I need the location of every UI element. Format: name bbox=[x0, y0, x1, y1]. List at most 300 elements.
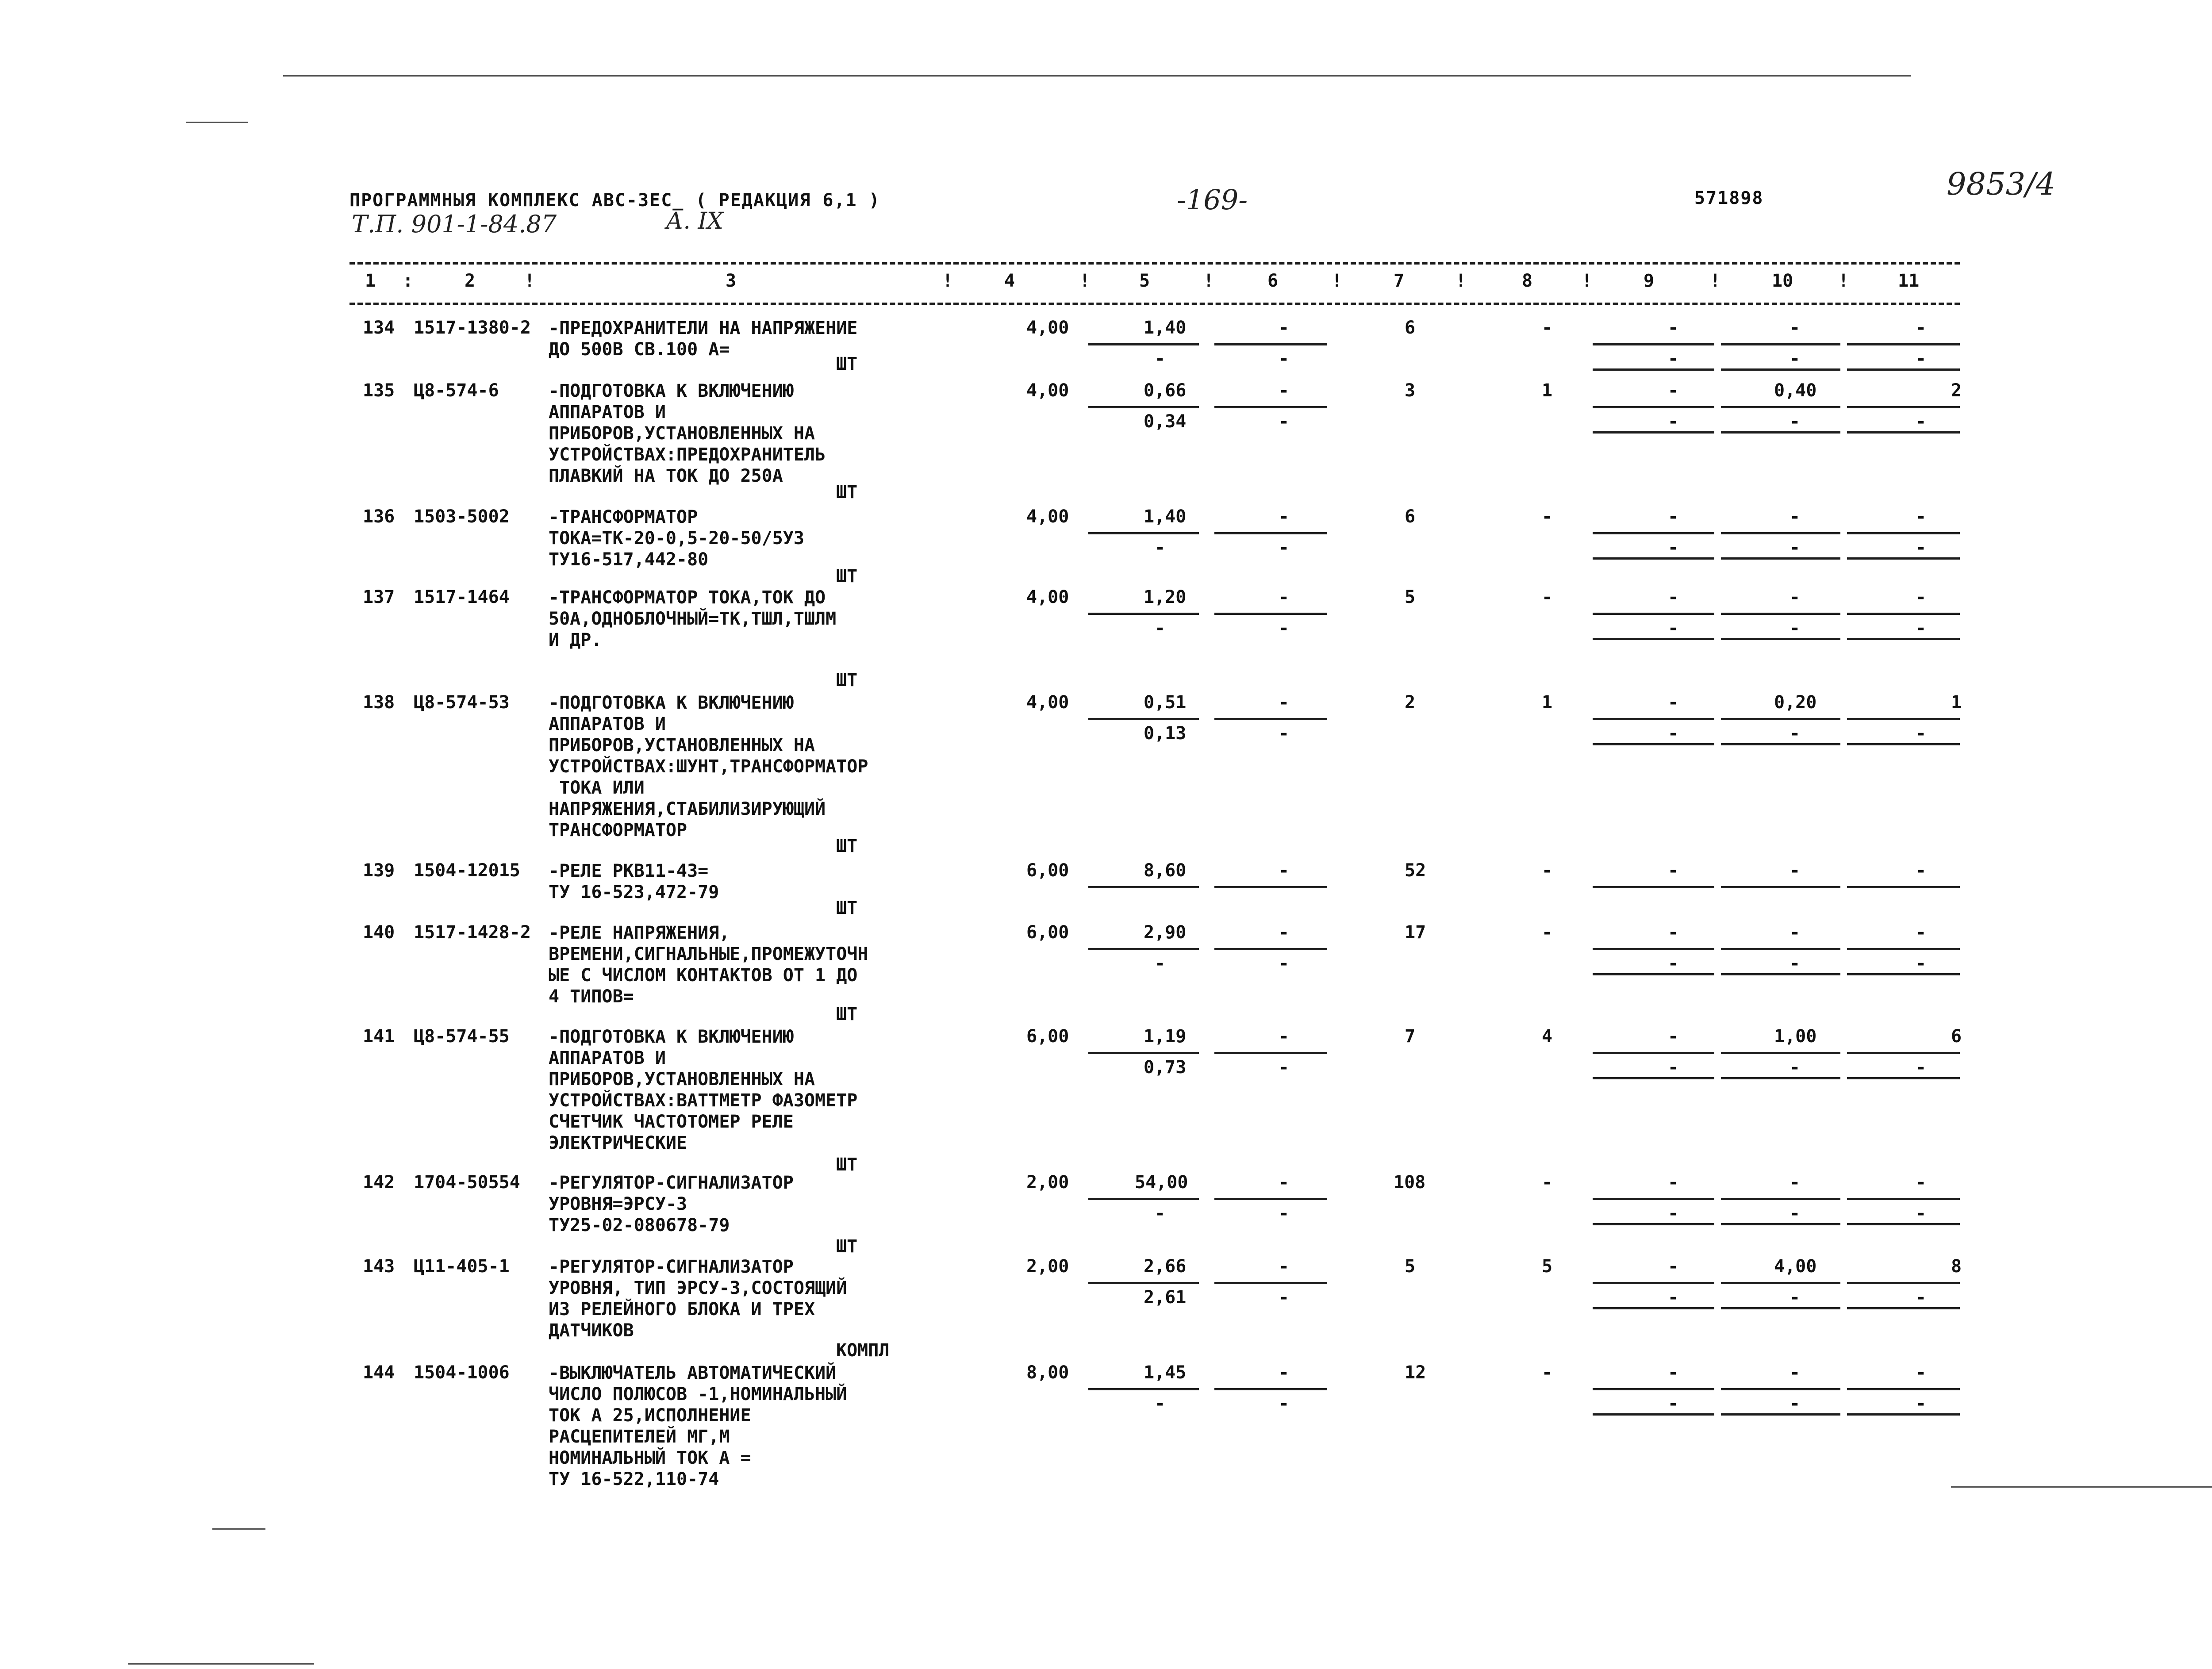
col6-rule bbox=[1214, 948, 1327, 950]
handwritten-sheet-ref: 9853/4 bbox=[1947, 166, 2056, 202]
value-col9: - bbox=[1668, 318, 1679, 338]
value-col10-lower: - bbox=[1790, 349, 1801, 369]
value-col6-lower: - bbox=[1279, 349, 1290, 369]
col11-rule bbox=[1847, 948, 1960, 950]
value-col10: 0,40 bbox=[1774, 380, 1817, 401]
col10-rule-lower bbox=[1721, 973, 1840, 975]
col-sep: ! bbox=[1838, 271, 1849, 291]
value-col6-lower: - bbox=[1279, 1057, 1290, 1078]
value-col6: - bbox=[1279, 922, 1290, 943]
value-col6: - bbox=[1279, 587, 1290, 607]
col11-rule bbox=[1847, 343, 1960, 345]
col9-rule-lower bbox=[1593, 1413, 1714, 1416]
col10-rule bbox=[1721, 613, 1840, 615]
value-col7: 52 bbox=[1405, 860, 1426, 881]
value-col7: 7 bbox=[1405, 1026, 1416, 1047]
value-col5-lower: 2,61 bbox=[1144, 1287, 1187, 1308]
col9-rule bbox=[1593, 1052, 1714, 1054]
col-header-11: 11 bbox=[1898, 271, 1920, 291]
col11-rule bbox=[1847, 1052, 1960, 1054]
value-col9-lower: - bbox=[1668, 618, 1679, 638]
value-col6: - bbox=[1279, 506, 1290, 527]
col9-rule bbox=[1593, 613, 1714, 615]
value-col6: - bbox=[1279, 860, 1290, 881]
col11-rule-lower bbox=[1847, 1223, 1960, 1225]
value-col5-lower: 0,34 bbox=[1144, 411, 1187, 432]
value-col10: 1,00 bbox=[1774, 1026, 1817, 1047]
value-col8: - bbox=[1542, 1362, 1553, 1383]
unit-of-measure: ШТ bbox=[836, 670, 858, 691]
value-col8: 4 bbox=[1542, 1026, 1553, 1047]
row-number: 134 bbox=[363, 318, 395, 338]
value-col5: 1,20 bbox=[1144, 587, 1187, 607]
col9-rule bbox=[1593, 343, 1714, 345]
value-col9-lower: - bbox=[1668, 537, 1679, 558]
col-header-8: 8 bbox=[1522, 271, 1533, 291]
value-col6-lower: - bbox=[1279, 537, 1290, 558]
value-col5-lower: 0,13 bbox=[1144, 723, 1187, 744]
unit-of-measure: ШТ bbox=[836, 1155, 858, 1175]
col-sep: : bbox=[403, 271, 414, 291]
col6-rule bbox=[1214, 1388, 1327, 1390]
col11-rule-lower bbox=[1847, 557, 1960, 560]
col6-rule bbox=[1214, 1052, 1327, 1054]
quantity-col4: 4,00 bbox=[1026, 506, 1069, 527]
col10-rule bbox=[1721, 406, 1840, 408]
row-number: 140 bbox=[363, 922, 395, 943]
document-number: 571898 bbox=[1694, 188, 1764, 208]
unit-of-measure: ШТ bbox=[836, 566, 858, 587]
value-col10-lower: - bbox=[1790, 1287, 1801, 1308]
col5-rule bbox=[1088, 1388, 1199, 1390]
col9-rule bbox=[1593, 532, 1714, 534]
col9-rule-lower bbox=[1593, 743, 1714, 745]
value-col8: - bbox=[1542, 860, 1553, 881]
value-col10: 4,00 bbox=[1774, 1256, 1817, 1277]
row-number: 142 bbox=[363, 1172, 395, 1193]
value-col9: - bbox=[1668, 380, 1679, 401]
value-col10-lower: - bbox=[1790, 723, 1801, 744]
col5-rule bbox=[1088, 1052, 1199, 1054]
col6-rule bbox=[1214, 886, 1327, 888]
col11-rule-lower bbox=[1847, 743, 1960, 745]
value-col7: 5 bbox=[1405, 587, 1416, 607]
unit-of-measure: КОМПЛ bbox=[836, 1340, 890, 1361]
value-col6-lower: - bbox=[1279, 953, 1290, 974]
table-header-rule-top bbox=[349, 262, 1960, 265]
col11-rule bbox=[1847, 886, 1960, 888]
item-code: 1704-50554 bbox=[414, 1172, 520, 1193]
row-number: 138 bbox=[363, 692, 395, 713]
col6-rule bbox=[1214, 532, 1327, 534]
value-col11-lower: - bbox=[1916, 1287, 1927, 1308]
col10-rule bbox=[1721, 718, 1840, 720]
value-col6-lower: - bbox=[1279, 1203, 1290, 1224]
value-col5: 1,19 bbox=[1144, 1026, 1187, 1047]
value-col10-lower: - bbox=[1790, 953, 1801, 974]
item-code: Ц8-574-6 bbox=[414, 380, 499, 401]
col5-rule bbox=[1088, 532, 1199, 534]
col5-rule bbox=[1088, 613, 1199, 615]
item-code: 1503-5002 bbox=[414, 506, 510, 527]
item-name: -ПОДГОТОВКА К ВКЛЮЧЕНИЮ АППАРАТОВ И ПРИБОРОВ,УСТАНОВЛЕННЫХ НА УСТРОЙСТВАХ:ПРЕДОХРАНИТЕЛЬ ПЛАВКИЙ НА ТОК ДО 250А bbox=[549, 381, 826, 486]
col5-rule bbox=[1088, 343, 1199, 345]
value-col7: 3 bbox=[1405, 380, 1416, 401]
col10-rule bbox=[1721, 1052, 1840, 1054]
unit-of-measure: ШТ bbox=[836, 354, 858, 374]
value-col10-lower: - bbox=[1790, 618, 1801, 638]
quantity-col4: 4,00 bbox=[1026, 380, 1069, 401]
right-margin-mark bbox=[1951, 1486, 2212, 1488]
value-col11-lower: - bbox=[1916, 537, 1927, 558]
item-name: -РЕГУЛЯТОР-СИГНАЛИЗАТОР УРОВНЯ=ЭРСУ-3 ТУ25-02-080678-79 bbox=[549, 1173, 794, 1235]
value-col11-lower: - bbox=[1916, 723, 1927, 744]
value-col5-lower: - bbox=[1155, 953, 1166, 974]
row-number: 135 bbox=[363, 380, 395, 401]
col11-rule-lower bbox=[1847, 431, 1960, 434]
value-col9: - bbox=[1668, 692, 1679, 713]
col11-rule bbox=[1847, 406, 1960, 408]
col10-rule bbox=[1721, 343, 1840, 345]
value-col9-lower: - bbox=[1668, 1203, 1679, 1224]
value-col10: - bbox=[1790, 1362, 1801, 1383]
col10-rule-lower bbox=[1721, 1413, 1840, 1416]
unit-of-measure: ШТ bbox=[836, 1004, 858, 1024]
quantity-col4: 2,00 bbox=[1026, 1256, 1069, 1277]
col10-rule-lower bbox=[1721, 1077, 1840, 1079]
value-col6-lower: - bbox=[1279, 618, 1290, 638]
row-number: 141 bbox=[363, 1026, 395, 1047]
value-col11-lower: - bbox=[1916, 1057, 1927, 1078]
row-number: 143 bbox=[363, 1256, 395, 1277]
col-header-10: 10 bbox=[1772, 271, 1793, 291]
item-code: 1504-12015 bbox=[414, 860, 520, 881]
value-col9-lower: - bbox=[1668, 411, 1679, 432]
value-col5: 0,51 bbox=[1144, 692, 1187, 713]
value-col11: - bbox=[1916, 587, 1927, 607]
col10-rule-lower bbox=[1721, 431, 1840, 434]
value-col9-lower: - bbox=[1668, 1393, 1679, 1414]
value-col5-lower: 0,73 bbox=[1144, 1057, 1187, 1078]
col-sep: ! bbox=[1455, 271, 1467, 291]
value-col5: 8,60 bbox=[1144, 860, 1187, 881]
col-header-4: 4 bbox=[1004, 271, 1015, 291]
value-col5: 2,90 bbox=[1144, 922, 1187, 943]
value-col5: 0,66 bbox=[1144, 380, 1187, 401]
value-col7: 12 bbox=[1405, 1362, 1426, 1383]
col-sep: ! bbox=[942, 271, 953, 291]
value-col10: - bbox=[1790, 860, 1801, 881]
item-name: -РЕГУЛЯТОР-СИГНАЛИЗАТОР УРОВНЯ, ТИП ЭРСУ-3,СОСТОЯЩИЙ ИЗ РЕЛЕЙНОГО БЛОКА И ТРЕХ ДАТЧИКОВ bbox=[549, 1257, 847, 1341]
item-code: 1517-1428-2 bbox=[414, 922, 531, 943]
col-header-1: 1 bbox=[365, 271, 376, 291]
value-col6: - bbox=[1279, 380, 1290, 401]
item-name: -РЕЛЕ РКВ11-43= ТУ 16-523,472-79 bbox=[549, 861, 719, 902]
col9-rule-lower bbox=[1593, 1307, 1714, 1309]
col9-rule bbox=[1593, 886, 1714, 888]
value-col7: 2 bbox=[1405, 692, 1416, 713]
row-number: 137 bbox=[363, 587, 395, 607]
value-col7: 108 bbox=[1394, 1172, 1426, 1193]
value-col5: 1,45 bbox=[1144, 1362, 1187, 1383]
unit-of-measure: ШТ bbox=[836, 1236, 858, 1257]
value-col9-lower: - bbox=[1668, 349, 1679, 369]
item-code: Ц11-405-1 bbox=[414, 1256, 510, 1277]
top-rule bbox=[283, 75, 1911, 77]
col10-rule-lower bbox=[1721, 638, 1840, 640]
col9-rule-lower bbox=[1593, 368, 1714, 371]
value-col11: 6 bbox=[1951, 1026, 1962, 1047]
value-col10: - bbox=[1790, 1172, 1801, 1193]
item-code: 1504-1006 bbox=[414, 1362, 510, 1383]
value-col6: - bbox=[1279, 1026, 1290, 1047]
col-sep: ! bbox=[1079, 271, 1091, 291]
handwritten-album: А. IX bbox=[666, 208, 723, 234]
row-number: 136 bbox=[363, 506, 395, 527]
value-col11: - bbox=[1916, 1172, 1927, 1193]
value-col8: 5 bbox=[1542, 1256, 1553, 1277]
item-name: -ТРАНСФОРМАТОР ТОКА,ТОК ДО 50А,ОДНОБЛОЧНЫЙ=ТК,ТШЛ,ТШЛМ И ДР. bbox=[549, 587, 837, 650]
value-col11-lower: - bbox=[1916, 1393, 1927, 1414]
col9-rule bbox=[1593, 948, 1714, 950]
col9-rule-lower bbox=[1593, 1223, 1714, 1225]
col11-rule bbox=[1847, 1198, 1960, 1200]
item-name: -ПОДГОТОВКА К ВКЛЮЧЕНИЮ АППАРАТОВ И ПРИБОРОВ,УСТАНОВЛЕННЫХ НА УСТРОЙСТВАХ:ШУНТ,ТРАНСФОРМАТОР ТОКА ИЛИ НАПРЯЖЕНИЯ,СТАБИЛИЗИРУЮЩИЙ ТРАНСФОРМАТОР bbox=[549, 693, 868, 840]
value-col11-lower: - bbox=[1916, 349, 1927, 369]
col9-rule bbox=[1593, 1198, 1714, 1200]
col5-rule bbox=[1088, 718, 1199, 720]
row-number: 144 bbox=[363, 1362, 395, 1383]
col-sep: ! bbox=[1582, 271, 1593, 291]
value-col10-lower: - bbox=[1790, 1057, 1801, 1078]
col11-rule-lower bbox=[1847, 1413, 1960, 1416]
col11-rule bbox=[1847, 532, 1960, 534]
value-col5-lower: - bbox=[1155, 1393, 1166, 1414]
value-col9-lower: - bbox=[1668, 1057, 1679, 1078]
value-col5: 1,40 bbox=[1144, 318, 1187, 338]
value-col11-lower: - bbox=[1916, 1203, 1927, 1224]
value-col10-lower: - bbox=[1790, 1393, 1801, 1414]
item-name: -ТРАНСФОРМАТОР ТОКА=ТК-20-0,5-20-50/5У3 ТУ16-517,442-80 bbox=[549, 507, 804, 570]
bottom-margin-mark-left bbox=[212, 1528, 265, 1530]
value-col5-lower: - bbox=[1155, 349, 1166, 369]
value-col6-lower: - bbox=[1279, 723, 1290, 744]
col9-rule-lower bbox=[1593, 973, 1714, 975]
col11-rule-lower bbox=[1847, 368, 1960, 371]
col9-rule bbox=[1593, 718, 1714, 720]
item-code: Ц8-574-55 bbox=[414, 1026, 510, 1047]
col10-rule bbox=[1721, 1388, 1840, 1390]
item-code: 1517-1380-2 bbox=[414, 318, 531, 338]
quantity-col4: 2,00 bbox=[1026, 1172, 1069, 1193]
handwritten-project-code: Т.П. 901-1-84.87 bbox=[352, 210, 557, 238]
col5-rule bbox=[1088, 886, 1199, 888]
value-col5: 2,66 bbox=[1144, 1256, 1187, 1277]
value-col11: 2 bbox=[1951, 380, 1962, 401]
value-col6: - bbox=[1279, 1256, 1290, 1277]
value-col9: - bbox=[1668, 922, 1679, 943]
quantity-col4: 6,00 bbox=[1026, 860, 1069, 881]
value-col7: 17 bbox=[1405, 922, 1426, 943]
value-col9: - bbox=[1668, 1026, 1679, 1047]
item-name: -ПОДГОТОВКА К ВКЛЮЧЕНИЮ АППАРАТОВ И ПРИБОРОВ,УСТАНОВЛЕННЫХ НА УСТРОЙСТВАХ:ВАТТМЕТР ФАЗОМЕТР СЧЕТЧИК ЧАСТОТОМЕР РЕЛЕ ЭЛЕКТРИЧЕСКИЕ bbox=[549, 1027, 858, 1153]
col-header-2: 2 bbox=[465, 271, 476, 291]
value-col9: - bbox=[1668, 1256, 1679, 1277]
table-header-rule-bottom bbox=[349, 303, 1960, 305]
col9-rule bbox=[1593, 406, 1714, 408]
value-col6: - bbox=[1279, 318, 1290, 338]
value-col11: - bbox=[1916, 1362, 1927, 1383]
item-name: -ПРЕДОХРАНИТЕЛИ НА НАПРЯЖЕНИЕ ДО 500В СВ.100 А= bbox=[549, 318, 858, 360]
col10-rule bbox=[1721, 532, 1840, 534]
col11-rule-lower bbox=[1847, 638, 1960, 640]
col6-rule bbox=[1214, 613, 1327, 615]
row-number: 139 bbox=[363, 860, 395, 881]
col6-rule bbox=[1214, 406, 1327, 408]
value-col10-lower: - bbox=[1790, 1203, 1801, 1224]
col-sep: ! bbox=[524, 271, 535, 291]
col11-rule bbox=[1847, 1388, 1960, 1390]
item-code: Ц8-574-53 bbox=[414, 692, 510, 713]
col11-rule bbox=[1847, 718, 1960, 720]
quantity-col4: 4,00 bbox=[1026, 692, 1069, 713]
program-title: ПРОГРАММНЫЯ КОМПЛЕКС АВС-3ЕС_ ( РЕДАКЦИЯ 6,1 ) bbox=[349, 190, 880, 211]
page-number: -169- bbox=[1177, 184, 1248, 216]
item-name: -РЕЛЕ НАПРЯЖЕНИЯ, ВРЕМЕНИ,СИГНАЛЬНЫЕ,ПРОМЕЖУТОЧН ЫЕ С ЧИСЛОМ КОНТАКТОВ ОТ 1 ДО 4 ТИПОВ= bbox=[549, 923, 868, 1007]
left-margin-mark bbox=[186, 122, 248, 123]
value-col11: - bbox=[1916, 922, 1927, 943]
col9-rule-lower bbox=[1593, 638, 1714, 640]
col-sep: ! bbox=[1203, 271, 1214, 291]
unit-of-measure: ШТ bbox=[836, 898, 858, 918]
col-sep: ! bbox=[1332, 271, 1343, 291]
value-col5-lower: - bbox=[1155, 1203, 1166, 1224]
col11-rule bbox=[1847, 1282, 1960, 1284]
quantity-col4: 4,00 bbox=[1026, 587, 1069, 607]
col5-rule bbox=[1088, 948, 1199, 950]
value-col6-lower: - bbox=[1279, 1393, 1290, 1414]
value-col8: 1 bbox=[1542, 692, 1553, 713]
value-col6: - bbox=[1279, 1172, 1290, 1193]
unit-of-measure: ШТ bbox=[836, 482, 858, 503]
col11-rule-lower bbox=[1847, 973, 1960, 975]
value-col10-lower: - bbox=[1790, 537, 1801, 558]
value-col8: - bbox=[1542, 587, 1553, 607]
value-col10: - bbox=[1790, 506, 1801, 527]
value-col8: - bbox=[1542, 318, 1553, 338]
value-col9-lower: - bbox=[1668, 1287, 1679, 1308]
value-col11-lower: - bbox=[1916, 618, 1927, 638]
value-col9: - bbox=[1668, 587, 1679, 607]
value-col10: 0,20 bbox=[1774, 692, 1817, 713]
value-col11: - bbox=[1916, 318, 1927, 338]
value-col10: - bbox=[1790, 318, 1801, 338]
col10-rule bbox=[1721, 886, 1840, 888]
col10-rule-lower bbox=[1721, 1223, 1840, 1225]
value-col9-lower: - bbox=[1668, 953, 1679, 974]
value-col11: - bbox=[1916, 506, 1927, 527]
col9-rule-lower bbox=[1593, 557, 1714, 560]
col-header-6: 6 bbox=[1267, 271, 1279, 291]
value-col7: 5 bbox=[1405, 1256, 1416, 1277]
col10-rule bbox=[1721, 1282, 1840, 1284]
quantity-col4: 6,00 bbox=[1026, 922, 1069, 943]
col9-rule-lower bbox=[1593, 431, 1714, 434]
value-col8: - bbox=[1542, 506, 1553, 527]
value-col9: - bbox=[1668, 1172, 1679, 1193]
col11-rule-lower bbox=[1847, 1077, 1960, 1079]
quantity-col4: 8,00 bbox=[1026, 1362, 1069, 1383]
col10-rule-lower bbox=[1721, 1307, 1840, 1309]
value-col9-lower: - bbox=[1668, 723, 1679, 744]
value-col7: 6 bbox=[1405, 506, 1416, 527]
value-col9: - bbox=[1668, 860, 1679, 881]
col11-rule bbox=[1847, 613, 1960, 615]
col-header-3: 3 bbox=[726, 271, 737, 291]
col10-rule-lower bbox=[1721, 368, 1840, 371]
quantity-col4: 6,00 bbox=[1026, 1026, 1069, 1047]
value-col10-lower: - bbox=[1790, 411, 1801, 432]
col10-rule bbox=[1721, 948, 1840, 950]
value-col10: - bbox=[1790, 922, 1801, 943]
col-sep: ! bbox=[1710, 271, 1721, 291]
value-col5-lower: - bbox=[1155, 618, 1166, 638]
item-name: -ВЫКЛЮЧАТЕЛЬ АВТОМАТИЧЕСКИЙ ЧИСЛО ПОЛЮСОВ -1,НОМИНАЛЬНЫЙ ТОК А 25,ИСПОЛНЕНИЕ РАСЦЕПИТЕЛЕЙ МГ,М НОМИНАЛЬНЫЙ ТОК А = ТУ 16-522,110-74 bbox=[549, 1363, 847, 1489]
value-col5: 54,00 bbox=[1135, 1172, 1188, 1193]
col-header-9: 9 bbox=[1644, 271, 1655, 291]
value-col7: 6 bbox=[1405, 318, 1416, 338]
value-col6: - bbox=[1279, 1362, 1290, 1383]
col6-rule bbox=[1214, 1198, 1327, 1200]
value-col9: - bbox=[1668, 1362, 1679, 1383]
value-col8: - bbox=[1542, 1172, 1553, 1193]
col9-rule-lower bbox=[1593, 1077, 1714, 1079]
value-col11-lower: - bbox=[1916, 953, 1927, 974]
col5-rule bbox=[1088, 406, 1199, 408]
value-col6-lower: - bbox=[1279, 411, 1290, 432]
col6-rule bbox=[1214, 1282, 1327, 1284]
col6-rule bbox=[1214, 718, 1327, 720]
value-col5-lower: - bbox=[1155, 537, 1166, 558]
col10-rule-lower bbox=[1721, 743, 1840, 745]
value-col11: 1 bbox=[1951, 692, 1962, 713]
col10-rule bbox=[1721, 1198, 1840, 1200]
unit-of-measure: ШТ bbox=[836, 836, 858, 856]
value-col6: - bbox=[1279, 692, 1290, 713]
value-col9: - bbox=[1668, 506, 1679, 527]
quantity-col4: 4,00 bbox=[1026, 318, 1069, 338]
bottom-margin-mark bbox=[128, 1663, 314, 1665]
value-col8: - bbox=[1542, 922, 1553, 943]
col5-rule bbox=[1088, 1282, 1199, 1284]
col5-rule bbox=[1088, 1198, 1199, 1200]
value-col11: - bbox=[1916, 860, 1927, 881]
value-col6-lower: - bbox=[1279, 1287, 1290, 1308]
col9-rule bbox=[1593, 1282, 1714, 1284]
col-header-7: 7 bbox=[1394, 271, 1405, 291]
value-col5: 1,40 bbox=[1144, 506, 1187, 527]
value-col8: 1 bbox=[1542, 380, 1553, 401]
value-col11: 8 bbox=[1951, 1256, 1962, 1277]
col-header-5: 5 bbox=[1139, 271, 1150, 291]
col6-rule bbox=[1214, 343, 1327, 345]
value-col11-lower: - bbox=[1916, 411, 1927, 432]
col11-rule-lower bbox=[1847, 1307, 1960, 1309]
item-code: 1517-1464 bbox=[414, 587, 510, 607]
col10-rule-lower bbox=[1721, 557, 1840, 560]
value-col10: - bbox=[1790, 587, 1801, 607]
col9-rule bbox=[1593, 1388, 1714, 1390]
